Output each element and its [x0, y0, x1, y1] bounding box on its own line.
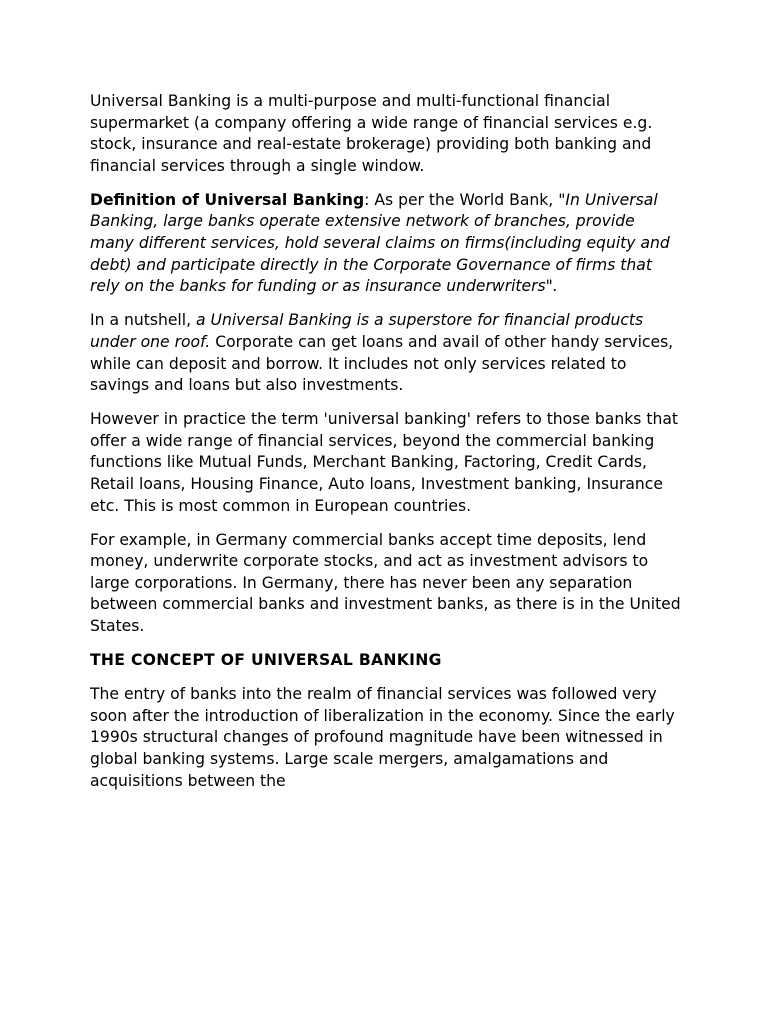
nutshell-lead: In a nutshell, [90, 311, 197, 330]
section-heading-text: THE CONCEPT OF UNIVERSAL BANKING [90, 651, 442, 670]
paragraph-definition [90, 190, 682, 298]
nutshell-rest: Corporate can get loans and avail of other handy services, while can deposit and borrow. It includes not only services related to savings and loans but also investments. [90, 332, 674, 395]
paragraph-practice [90, 409, 682, 517]
definition-lead: : As per the World Bank, [364, 190, 559, 209]
nutshell-emphasis: a Universal Banking is a superstore for financial products under one roof. [90, 311, 644, 351]
intro-text: Universal Banking is a multi-purpose and multi-functional financial supermarket (a company offering a wide range of financial services e.g. stock, insurance and real-estate brokerage) providing both banking and financial services through a single window. [90, 92, 653, 175]
practice-text: However in practice the term 'universal banking' refers to those banks that offer a wide range of financial services, beyond the commercial banking functions like Mutual Funds, Merchant Banking, Factoring, Credit Cards, Retail loans, Housing Finance, Auto loans, Investment banking, Insurance etc. This is most common in European countries. [90, 410, 679, 515]
paragraph-concept [90, 684, 682, 792]
concept-text: The entry of banks into the realm of financial services was followed very soon after the introduction of liberalization in the economy. Since the early 1990s structural changes of profound magnitude have been witnessed in global banking systems. Large scale mergers, amalgamations and acquisitions between the [90, 685, 675, 790]
paragraph-germany-example [90, 530, 682, 638]
paragraph-intro [90, 91, 682, 177]
document-body [90, 91, 682, 805]
definition-quote: "In Universal Banking, large banks operate extensive network of branches, provide many different services, hold several claims on firms(including equity and debt) and participate directly in the Corporate Governance of firms that rely on the banks for funding or as insurance underwriters". [90, 190, 670, 296]
definition-term: Definition of Universal Banking [90, 190, 365, 209]
germany-text: For example, in Germany commercial banks accept time deposits, lend money, underwrite corporate stocks, and act as investment advisors to large corporations. In Germany, there has never been any separation between commercial banks and investment banks, as there is in the United States. [90, 530, 681, 636]
section-heading [90, 650, 682, 672]
paragraph-nutshell [90, 310, 682, 396]
